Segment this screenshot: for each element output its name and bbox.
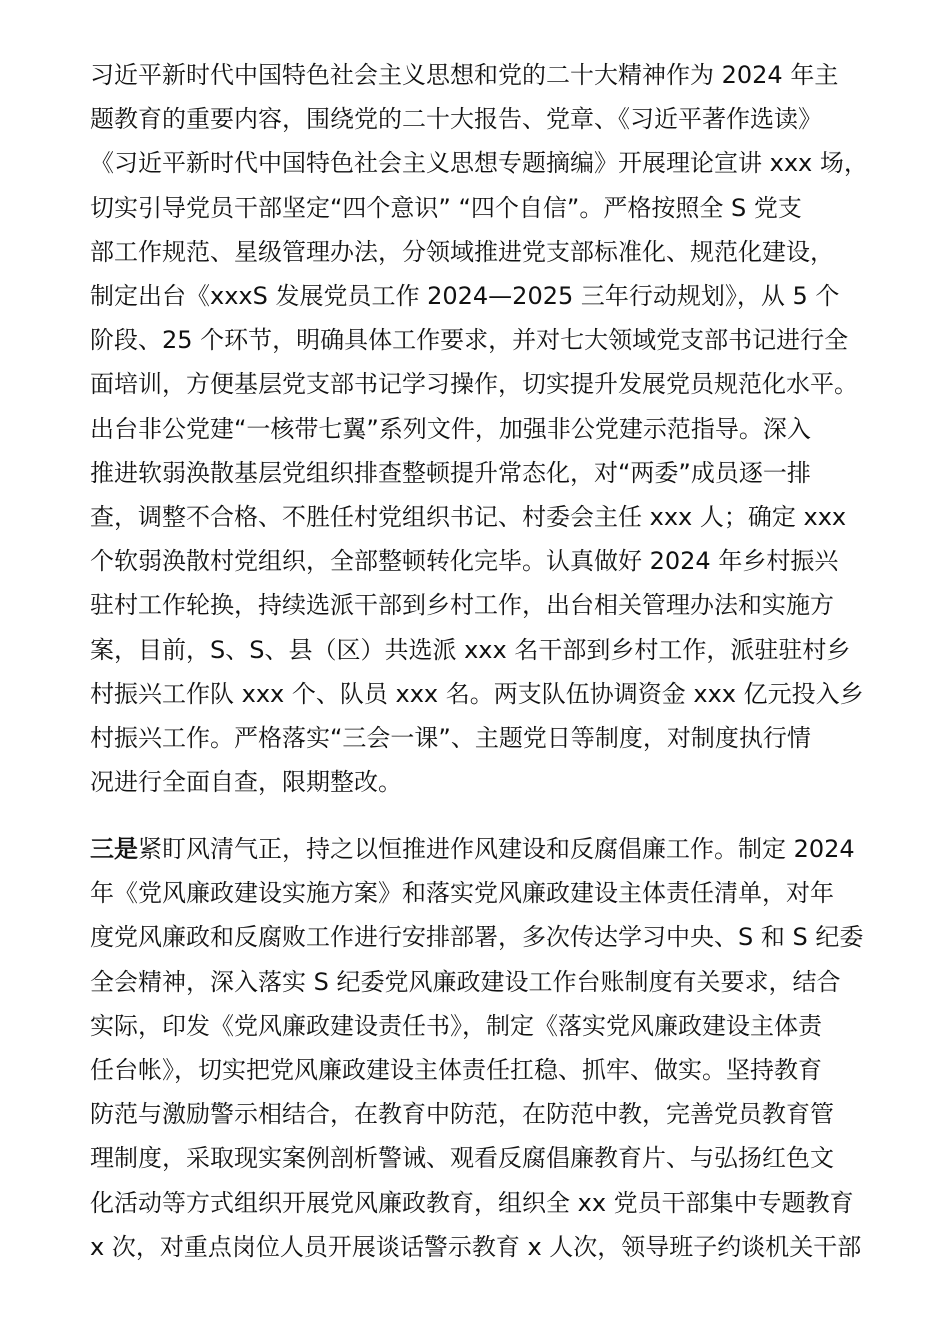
text-line-first — [90, 827, 910, 871]
text-line: 年《党风廉政建设实施方案》和落实党风廉政建设主体责任清单，对年 — [90, 879, 834, 908]
text-line: 习近平新时代中国特色社会主义思想和党的二十大精神作为 2024 年主 — [90, 61, 839, 89]
text-line: 防范与激励警示相结合，在教育中防范，在防范中教，完善党员教育管 — [90, 1100, 834, 1129]
text-line: 个软弱涣散村党组织，全部整顿转化完毕。认真做好 2024 年乡村振兴 — [90, 547, 839, 576]
text-line: 部工作规范、星级管理办法，分领域推进党支部标准化、规范化建设， — [90, 237, 834, 266]
paragraph-anti-corruption — [90, 827, 910, 1269]
text-line: 实际，印发《党风廉政建设责任书》，制定《落实党风廉政建设主体责 — [90, 1011, 822, 1040]
text-line: 况进行全面自查，限期整改。 — [90, 768, 402, 797]
text-line: 题教育的重要内容，围绕党的二十大报告、党章、《习近平著作选读》 — [90, 105, 822, 134]
text-line: 村振兴工作。严格落实“三会一课”、主题党日等制度，对制度执行情 — [90, 724, 811, 753]
text-line: 化活动等方式组织开展党风廉政教育，组织全 xx 党员干部集中专题教育 — [90, 1188, 854, 1217]
text-line: 出台非公党建“一核带七翼”系列文件，加强非公党建示范指导。深入 — [90, 414, 811, 443]
text-line: 面培训，方便基层党支部书记学习操作，切实提升发展党员规范化水平。 — [90, 370, 858, 399]
text-line: 制定出台《xxxS 发展党员工作 2024—2025 三年行动规划》，从 5 个 — [90, 282, 840, 311]
text-line: 推进软弱涣散基层党组织排查整顿提升常态化，对“两委”成员逐一排 — [90, 458, 811, 487]
text-line: 《习近平新时代中国特色社会主义思想专题摘编》开展理论宣讲 xxx 场， — [90, 149, 868, 178]
text-line: x 次，对重点岗位人员开展谈话警示教育 x 人次，领导班子约谈机关干部 — [90, 1232, 862, 1261]
text-line: 村振兴工作队 xxx 个、队员 xxx 名。两支队伍协调资金 xxx 亿元投入乡 — [90, 679, 864, 708]
text-line-rest: 紧盯风清气正，持之以恒推进作风建设和反腐倡廉工作。制定 2024 — [138, 835, 855, 863]
text-line: 度党风廉政和反腐败工作进行安排部署，多次传达学习中央、S 和 S 纪委 — [90, 923, 864, 952]
text-line: 驻村工作轮换，持续选派干部到乡村工作，出台相关管理办法和实施方 — [90, 591, 834, 620]
paragraph-party-building — [90, 53, 910, 804]
text-line: 任台帐》，切实把党风廉政建设主体责任扛稳、抓牢、做实。坚持教育 — [90, 1056, 822, 1085]
text-line: 切实引导党员干部坚定“四个意识” “四个自信”。严格按照全 S 党支 — [90, 193, 802, 222]
text-line: 案，目前，S、S、县（区）共选派 xxx 名干部到乡村工作，派驻驻村乡 — [90, 635, 851, 664]
section-lead-label: 三是 — [90, 835, 138, 863]
text-line: 理制度，采取现实案例剖析警诫、观看反腐倡廉教育片、与弘扬红色文 — [90, 1144, 834, 1173]
text-line: 查，调整不合格、不胜任村党组织书记、村委会主任 xxx 人；确定 xxx — [90, 503, 847, 532]
text-line: 全会精神，深入落实 S 纪委党风廉政建设工作台账制度有关要求，结合 — [90, 967, 841, 996]
text-line: 阶段、25 个环节，明确具体工作要求，并对七大领域党支部书记进行全 — [90, 326, 849, 355]
